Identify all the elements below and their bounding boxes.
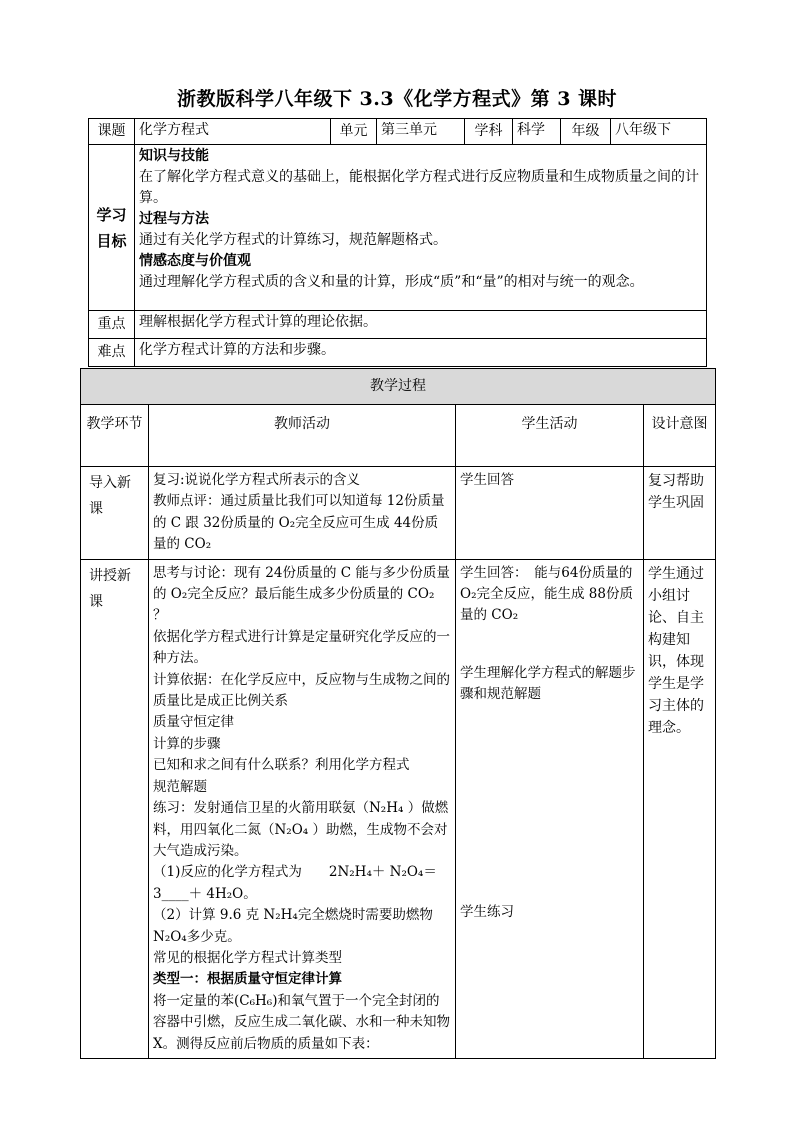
design-intent-cell: 复习帮助学生巩固 [644,467,716,560]
objective-heading-attitude: 情感态度与价值观 [139,253,251,269]
stage-cell: 讲授新课 [81,559,149,1058]
lesson-info-table [88,118,707,367]
unit-value: 第三单元 [377,119,465,145]
difficult-point-text: 化学方程式计算的方法和步骤。 [135,339,707,367]
student-activity-cell: 学生回答： 能与64份质量的O₂完全反应，能生成 88份质量的 CO₂ 学生理解化学方程式的解题步骤和规范解题 学生练习 [456,559,644,1058]
objectives-label: 学习 目标 [89,145,135,311]
grade-label: 年级 [561,119,611,145]
col-design-header: 设计意图 [644,405,716,467]
design-intent-cell: 学生通过小组讨论、自主构建知识，体现学生是学习主体的理念。 [644,559,716,1058]
topic-value: 化学方程式 [135,119,331,145]
process-header: 教学过程 [81,369,716,405]
student-activity-cell: 学生回答 [456,467,644,560]
difficult-point-label: 难点 [89,339,135,367]
objective-text-knowledge: 在了解化学方程式意义的基础上，能根据化学方程式进行反应物质量和生成物质量之间的计算。 [139,169,699,206]
teaching-process-table [80,368,716,1059]
teacher-activity-cell: 思考与讨论：现有 24份质量的 C 能与多少份质量的 O₂完全反应？最后能生成多少份质量的 CO₂ ？ 依据化学方程式进行计算是定量研究化学反应的一种方法。 计算依据：在化学反应中，反应物与生成物之间的质量比是成正比例关系 质量守恒定律 计算的步骤 已知和求之间有什么联系？利用化学方程式 规范解题 练习：发射通信卫星的火箭用联氨（N₂H₄ ）做燃料，用四氧化二氮（N₂O₄ ）助燃，生成物不会对大气造成污染。 （1)反应的化学方程式为 2N₂H₄＋ N₂O₄＝3____＋ 4H₂O。 （2）计算 9.6 克 N₂H₄完全燃烧时需要助燃物N₂O₄多少克。 常见的根据化学方程式计算类型 类型一：根据质量守恒定律计算 将一定量的苯(C₆H₆)和氧气置于一个完全封闭的容器中引燃，反应生成二氧化碳、水和一种未知物 X。测得反应前后物质的质量如下表： [149,559,456,1058]
subject-value: 科学 [513,119,561,145]
grade-value: 八年级下 [611,119,707,145]
key-point-label: 重点 [89,311,135,339]
objective-heading-knowledge: 知识与技能 [139,148,209,164]
page-title: 浙教版科学八年级下 3.3《化学方程式》第 3 课时 [176,88,618,110]
col-student-header: 学生活动 [456,405,644,467]
topic-label: 课题 [89,119,135,145]
objective-text-attitude: 通过理解化学方程式质的含义和量的计算，形成“质”和“量”的相对与统一的观念。 [139,274,644,290]
objective-heading-process: 过程与方法 [139,211,209,227]
objective-text-process: 通过有关化学方程式的计算练习，规范解题格式。 [139,232,447,248]
teacher-activity-cell: 复习:说说化学方程式所表示的含义 教师点评：通过质量比我们可以知道每 12份质量的 C 跟 32份质量的 O₂完全反应可生成 44份质量的 CO₂ [149,467,456,560]
unit-label: 单元 [331,119,377,145]
col-stage-header: 教学环节 [81,405,149,467]
col-teacher-header: 教师活动 [149,405,456,467]
table-row [81,467,716,560]
key-point-text: 理解根据化学方程式计算的理论依据。 [135,311,707,339]
objectives-content [135,145,707,311]
stage-cell: 导入新课 [81,467,149,560]
table-row [81,559,716,1058]
subject-label: 学科 [465,119,513,145]
